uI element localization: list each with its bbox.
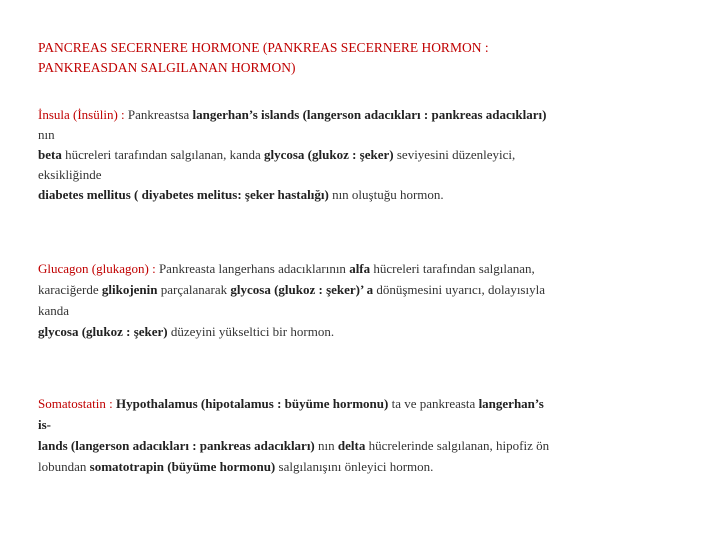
text-run: dönüşmesini uyarıcı, dolayısıyla bbox=[373, 282, 545, 297]
text-line bbox=[38, 321, 698, 342]
text-run: parçalanarak bbox=[157, 282, 231, 297]
text-run: Pankreasta langerhans adacıklarının bbox=[155, 261, 350, 276]
text-line bbox=[38, 258, 698, 279]
bold-run: beta bbox=[38, 147, 62, 162]
text-line bbox=[38, 145, 698, 165]
bold-run: alfa bbox=[349, 261, 371, 276]
insulin-paragraph bbox=[38, 105, 698, 205]
text-run: nın bbox=[314, 438, 338, 453]
text-run: nın oluştuğu hormon. bbox=[328, 187, 444, 202]
glucagon-term: Glucagon (glukagon) : bbox=[38, 261, 156, 276]
bold-run: is- bbox=[38, 417, 51, 432]
title-line: PANKREASDAN SALGILANAN HORMON) bbox=[38, 60, 296, 75]
text-run: lobundan bbox=[38, 459, 90, 474]
text-run: seviyesini düzenleyici, bbox=[393, 147, 516, 162]
insulin-term: İnsula (İnsülin) : bbox=[38, 107, 125, 122]
text-line bbox=[38, 165, 698, 185]
bold-run: delta bbox=[337, 438, 366, 453]
bold-run: lands (langerson adacıkları : pankreas adacıkları) bbox=[38, 438, 315, 453]
somatostatin-paragraph bbox=[38, 393, 698, 477]
text-line bbox=[38, 105, 698, 125]
text-run: eksikliğinde bbox=[38, 167, 102, 182]
text-line bbox=[38, 185, 698, 205]
text-run: hücreleri tarafından salgılanan, bbox=[370, 261, 535, 276]
text-run: kanda bbox=[38, 303, 70, 318]
bold-run: langerhan’s bbox=[478, 396, 544, 411]
text-line bbox=[38, 435, 698, 456]
bold-run: glycosa (glukoz : şeker) bbox=[263, 147, 394, 162]
bold-run: glycosa (glukoz : şeker) bbox=[38, 324, 168, 339]
bold-run: Hypothalamus (hipotalamus : büyüme hormonu) bbox=[116, 396, 389, 411]
somatostatin-term: Somatostatin : bbox=[38, 396, 113, 411]
text-line bbox=[38, 279, 698, 300]
text-line bbox=[38, 414, 698, 435]
title-line: PANCREAS SECERNERE HORMONE (PANKREAS SECERNERE HORMON : bbox=[38, 40, 489, 55]
slide-title bbox=[38, 38, 698, 78]
text-run: karaciğerde bbox=[38, 282, 102, 297]
text-run: düzeyini yükseltici bir hormon. bbox=[167, 324, 335, 339]
bold-run: diabetes mellitus ( diyabetes melitus: şeker hastalığı) bbox=[38, 187, 329, 202]
text-line bbox=[38, 456, 698, 477]
text-line bbox=[38, 393, 698, 414]
text-run: salgılanışını önleyici hormon. bbox=[275, 459, 434, 474]
bold-run: langerhan’s islands (langerson adacıkları : pankreas adacıkları) bbox=[192, 107, 547, 122]
text-run: ta ve pankreasta bbox=[388, 396, 479, 411]
bold-run: glikojenin bbox=[101, 282, 158, 297]
text-line bbox=[38, 125, 698, 145]
text-run: hücreleri tarafından salgılanan, kanda bbox=[61, 147, 264, 162]
text-run: nın bbox=[38, 127, 55, 142]
bold-run: glycosa (glukoz : şeker)’ a bbox=[230, 282, 374, 297]
text-run: hücrelerinde salgılanan, hipofiz ön bbox=[365, 438, 550, 453]
glucagon-paragraph bbox=[38, 258, 698, 342]
text-line bbox=[38, 300, 698, 321]
bold-run: somatotrapin (büyüme hormonu) bbox=[89, 459, 276, 474]
text-run: Pankreastsa bbox=[124, 107, 193, 122]
